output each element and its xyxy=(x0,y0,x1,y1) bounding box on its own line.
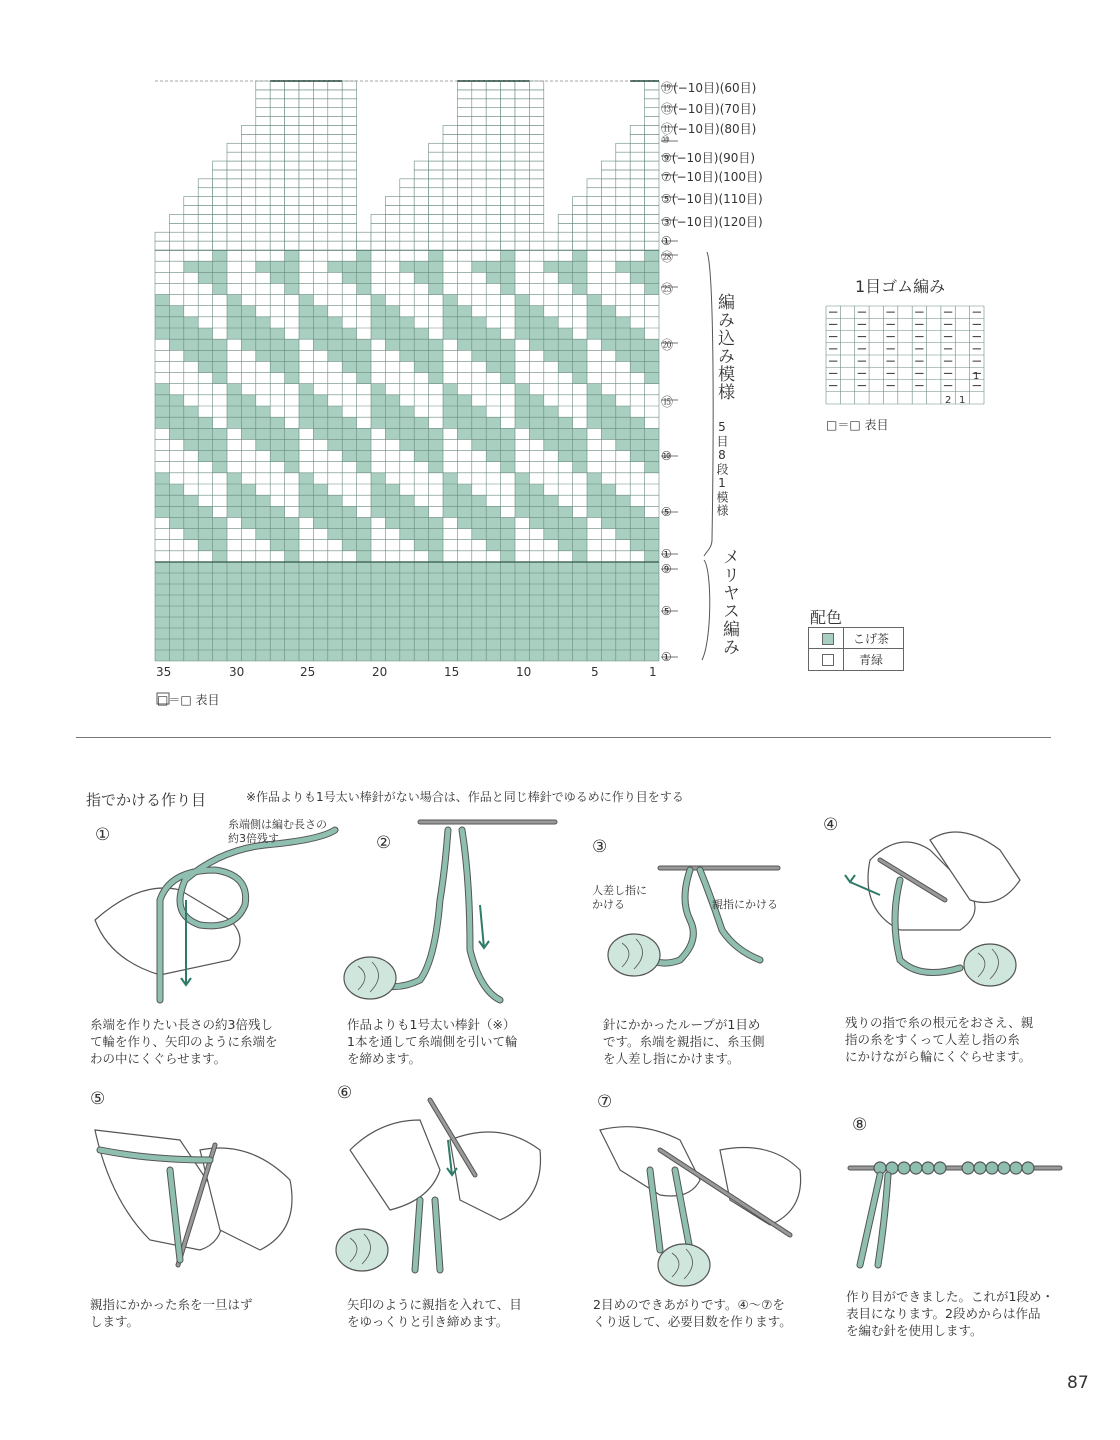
step8-stitch-icon xyxy=(934,1162,946,1174)
step-number-4: ④ xyxy=(823,815,839,835)
chart-legend-knit: □＝□ 表目 xyxy=(157,693,220,707)
row-label-15: ⑮ xyxy=(661,395,674,409)
col-number-25: 25 xyxy=(300,665,316,679)
step-number-5: ⑤ xyxy=(90,1089,106,1109)
step3-caption: 針にかかったループが1目め です。糸端を親指に、糸玉側 を人差し指にかけます。 xyxy=(603,1017,765,1066)
step-number-2: ② xyxy=(376,833,392,853)
col-number-10: 10 xyxy=(516,665,532,679)
step8-stitch-icon xyxy=(998,1162,1010,1174)
cast-on-note: ※作品よりも1号太い棒針がない場合は、作品と同じ棒針でゆるめに作り目をする xyxy=(246,790,684,804)
row-label-10: ⑩ xyxy=(661,135,670,146)
row-label-5: ⑤(−10目)(110目) xyxy=(661,192,763,206)
step6-hand-right-icon xyxy=(450,1132,541,1220)
step-number-8: ⑧ xyxy=(852,1115,868,1135)
col-number-5: 5 xyxy=(591,665,599,679)
col-number-35: 35 xyxy=(156,665,172,679)
ribbing-legend: □＝□ 表目 xyxy=(826,418,889,432)
step4-yarn-ball-icon xyxy=(964,944,1016,986)
ribbing-col-number-1: 1 xyxy=(959,395,966,406)
step7-caption: 2目めのできあがりです。④〜⑦を くり返して、必要目数を作ります。 xyxy=(593,1297,792,1329)
step-number-3: ③ xyxy=(592,837,608,857)
step1-caption: 糸端を作りたい長さの約3倍残し て輪を作り、矢印のように糸端を わの中にくぐらせます。 xyxy=(90,1017,278,1066)
step-number-7: ⑦ xyxy=(597,1092,613,1112)
row-label-25: ㉕ xyxy=(661,282,674,296)
step7-yarn-ball-icon xyxy=(658,1244,710,1286)
row-label-11: ⑪(−10目)(80目) xyxy=(661,122,757,136)
col-number-15: 15 xyxy=(444,665,460,679)
row-label-1b: ① xyxy=(661,547,672,561)
step2-yarn-ball-icon xyxy=(344,957,396,999)
step1-hand-icon xyxy=(95,888,240,975)
step4-caption: 残りの指で糸の根元をおさえ、親 指の糸をすくって人差し指の糸 にかけながら輪にくぐらせます。 xyxy=(845,1015,1034,1064)
row-label-3: ③(−10目)(120目) xyxy=(661,215,763,229)
row-label-10b: ⑩ xyxy=(661,449,672,463)
row-label-9: ⑨(−10目)(90目) xyxy=(661,151,756,165)
color-name-light: 青緑 xyxy=(859,653,884,667)
step6-caption: 矢印のように親指を入れて、目 をゆっくりと引き締めます。 xyxy=(347,1297,522,1329)
step5-caption: 親指にかかった糸を一旦はず します。 xyxy=(90,1297,253,1329)
stockinette-section-label: メリヤス編み xyxy=(719,548,739,656)
step3-annotation-thumb: 親指にかける xyxy=(712,898,778,911)
pattern-repeat-label: 5目8段1模様 xyxy=(715,420,729,517)
ribbing-title: 1目ゴム編み xyxy=(855,277,946,296)
col-number-30: 30 xyxy=(229,665,245,679)
row-label-20: ⑳ xyxy=(661,338,674,352)
step6-yarn-ball-icon xyxy=(336,1229,388,1271)
pattern-section-label: 編み込み模様 xyxy=(714,293,734,401)
row-label-5b: ⑤ xyxy=(661,505,672,519)
step8-stitch-icon xyxy=(910,1162,922,1174)
cast-on-title: 指でかける作り目 xyxy=(86,791,207,809)
step-number-6: ⑥ xyxy=(337,1083,353,1103)
step8-stitch-icon xyxy=(1022,1162,1034,1174)
row-label-13: ⑬(−10目)(70目) xyxy=(661,102,757,116)
step8-stitch-icon xyxy=(974,1162,986,1174)
row-label-5c: ⑤ xyxy=(661,604,672,618)
row-label-28: ㉘ xyxy=(661,250,674,264)
step8-stitch-icon xyxy=(898,1162,910,1174)
step2-caption: 作品よりも1号太い棒針（※） 1本を通して糸端側を引いて輪 を締めます。 xyxy=(347,1017,518,1066)
step8-stitch-icon xyxy=(1010,1162,1022,1174)
row-label-1a: ① xyxy=(661,234,672,248)
col-number-20: 20 xyxy=(372,665,388,679)
page-number: 87 xyxy=(1067,1373,1089,1393)
col-number-1: 1 xyxy=(649,665,657,679)
step-number-1: ① xyxy=(95,825,111,845)
ribbing-row-number: 1 xyxy=(973,371,980,382)
step4-arrow-icon-head xyxy=(845,875,855,882)
step8-stitch-icon xyxy=(922,1162,934,1174)
row-label-1c: ① xyxy=(661,650,672,664)
color-name-dark: こげ茶 xyxy=(853,632,890,646)
row-label-7: ⑦(−10目)(100目) xyxy=(661,170,763,184)
row-label-9b: ⑨ xyxy=(661,562,672,576)
colors-title: 配色 xyxy=(810,608,843,627)
row-label-19: ⑲(−10目)(60目) xyxy=(661,81,757,95)
step3-yarn-ball-icon xyxy=(608,934,660,976)
step3-annotation-index: 人差し指に かける xyxy=(592,884,647,911)
step8-stitch-icon xyxy=(986,1162,998,1174)
step1-annotation: 糸端側は編む長さの 約3倍残す xyxy=(228,818,327,845)
step6-hand-left-icon xyxy=(350,1120,440,1210)
ribbing-col-number-2: 2 xyxy=(945,395,952,406)
step8-stitch-icon xyxy=(962,1162,974,1174)
step8-caption: 作り目ができました。これが1段め・ 表目になります。2段めからは作品 を編む針を使用します。 xyxy=(846,1289,1054,1338)
